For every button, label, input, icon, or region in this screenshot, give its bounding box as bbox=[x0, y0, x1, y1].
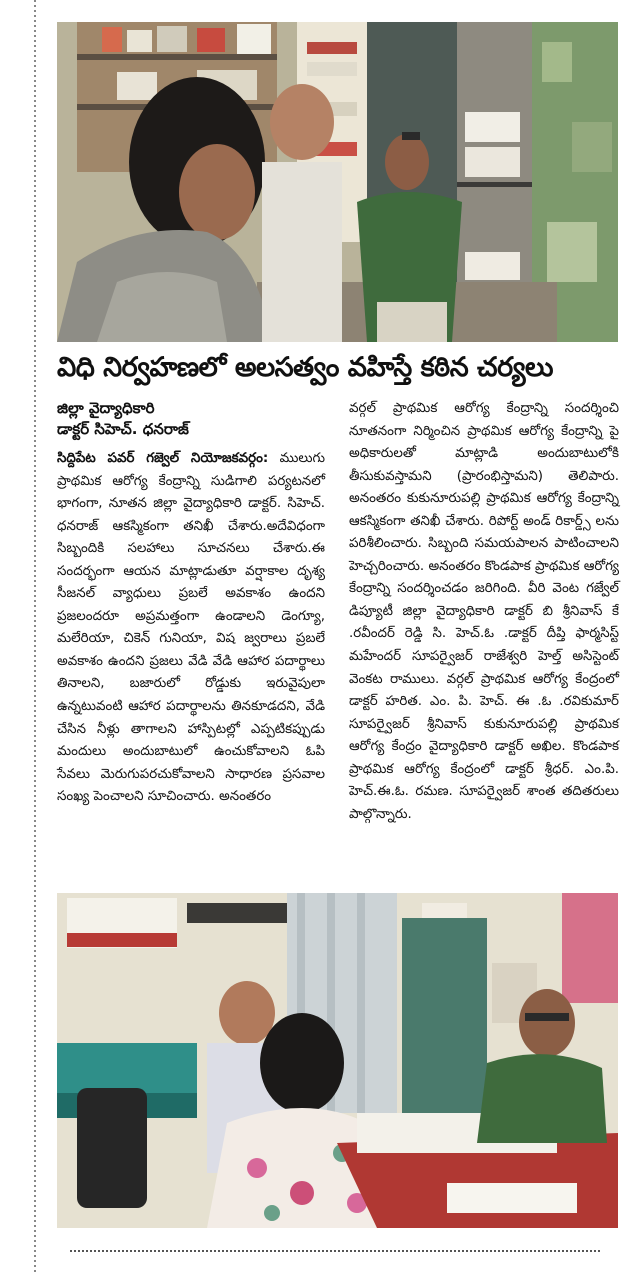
photo-pharmacy-inspection-image bbox=[57, 22, 618, 342]
photo-pharmacy-inspection bbox=[57, 22, 618, 342]
page-border-left bbox=[34, 0, 36, 1274]
article-body-right: వర్గల్ ప్రాథమిక ఆరోగ్య కేంద్రాన్ని సందర్శించి నూతనంగా నిర్మించిన ప్రాథమిక ఆరోగ్య కేంద్రాన్ని పై అధికారులతో మాట్లాడి అందుబాటులోకి తీసుకువస్తామని (ప్రారంభిస్తామని) తెలిపారు. అనంతరం కుకునూరుపల్లి ప్రాథమిక ఆరోగ్య కేంద్రాన్ని ఆకస్మికంగా తనిఖీ చేశారు. రిపోర్ట్ అండ్ రికార్డ్స్ లను పరిశీలించారు. సిబ్బంది సమయపాలన పాటించాలని హెచ్చరించారు. అనంతరం కొండపాక ప్రాథమిక ఆరోగ్య కేంద్రాన్ని సందర్శించడం జరిగింది. వీరి వెంట గజ్వేల్ డిప్యూటీ జిల్లా వైద్యాధికారి డాక్టర్ బి శ్రీనివాస్ కే .రవీందర్ రెడ్డి సి. హెచ్.ఓ .డాక్టర్ దీప్తి ఫార్మసిస్ట్ మహేందర్ సూపర్వైజర్ రాజేశ్వరి హెల్త్ అసిస్టెంట్ వెంకట రాములు. వర్గల్ ప్రాథమిక ఆరోగ్య కేంద్రంలో డాక్టర్ హరిత. ఎం. పి. హెచ్. ఈ .ఓ .రవికుమార్ సూపర్వైజర్ శ్రీనివాస్ కుకునూరుపల్లి ప్రాథమిక ఆరోగ్య కేంద్రం వైద్యాధికారి డాక్టర్ అఖిల. కొండపాక ప్రాథమిక ఆరోగ్య కేంద్రంలో డాక్టర్ శ్రీధర్. ఎం.పి. హెచ్.ఈ.ఓ. రమణ. సూపర్వైజర్ శాంత తదితరులు పాల్గొన్నారు. bbox=[349, 401, 620, 822]
byline-title: జిల్లా వైద్యాధికారి bbox=[57, 399, 155, 417]
article-column-right bbox=[349, 398, 619, 826]
photo-clinic-meeting bbox=[57, 893, 618, 1228]
bottom-dotted-rule bbox=[70, 1250, 600, 1252]
article-column-left bbox=[57, 448, 325, 809]
article-dateline: సిద్దిపేట పవర్ గజ్వెల్ నియోజకవర్గం: bbox=[57, 451, 269, 466]
article-body-left: ములుగు ప్రాథమిక ఆరోగ్య కేంద్రాన్ని సుడిగాలి పర్యటనలో భాగంగా, నూతన జిల్లా వైద్యాధికారి డాక్టర్. సిహెచ్. ధనరాజ్ ఆకస్మికంగా తనిఖీ చేశారు.అదేవిధంగా సిబ్బందికి సలహాలు సూచనలు చేశారు.ఈ సందర్భంగా ఆయన మాట్లాడుతూ వర్షాకాల దృశ్య సీజనల్ వ్యాధులు ప్రబలే అవకాశం ఉందని ప్రజలందరూ అప్రమత్తంగా ఉండాలని డెంగ్యూ, మలేరియా, చికెన్ గునియా, విష జ్వరాలు ప్రబలే అవకాశం ఉందని ప్రజలు వేడి వేడి ఆహార పదార్థాలు తినాలని, బజారులో రోడ్డుకు ఇరువైపులా ఉన్నటువంటి ఆహార పదార్థాలను తినకూడదని, వేడి చేసిన నీళ్లు తాగాలని హాస్పిటల్లో ఎప్పటికప్పుడు మందులు అందుబాటులో ఉంచుకోవాలని ఓపి సేవలు మెరుగుపరచుకోవాలని సాధారణ ప్రసవాల సంఖ్య పెంచాలని సూచించారు. అనంతరం bbox=[57, 451, 325, 805]
headline: విధి నిర్వహణలో అలసత్వం వహిస్తే కఠిన చర్యలు bbox=[57, 352, 553, 383]
photo-clinic-meeting-image bbox=[57, 893, 618, 1228]
byline-name: డాక్టర్ సిహెచ్. ధనరాజ్ bbox=[57, 420, 189, 438]
